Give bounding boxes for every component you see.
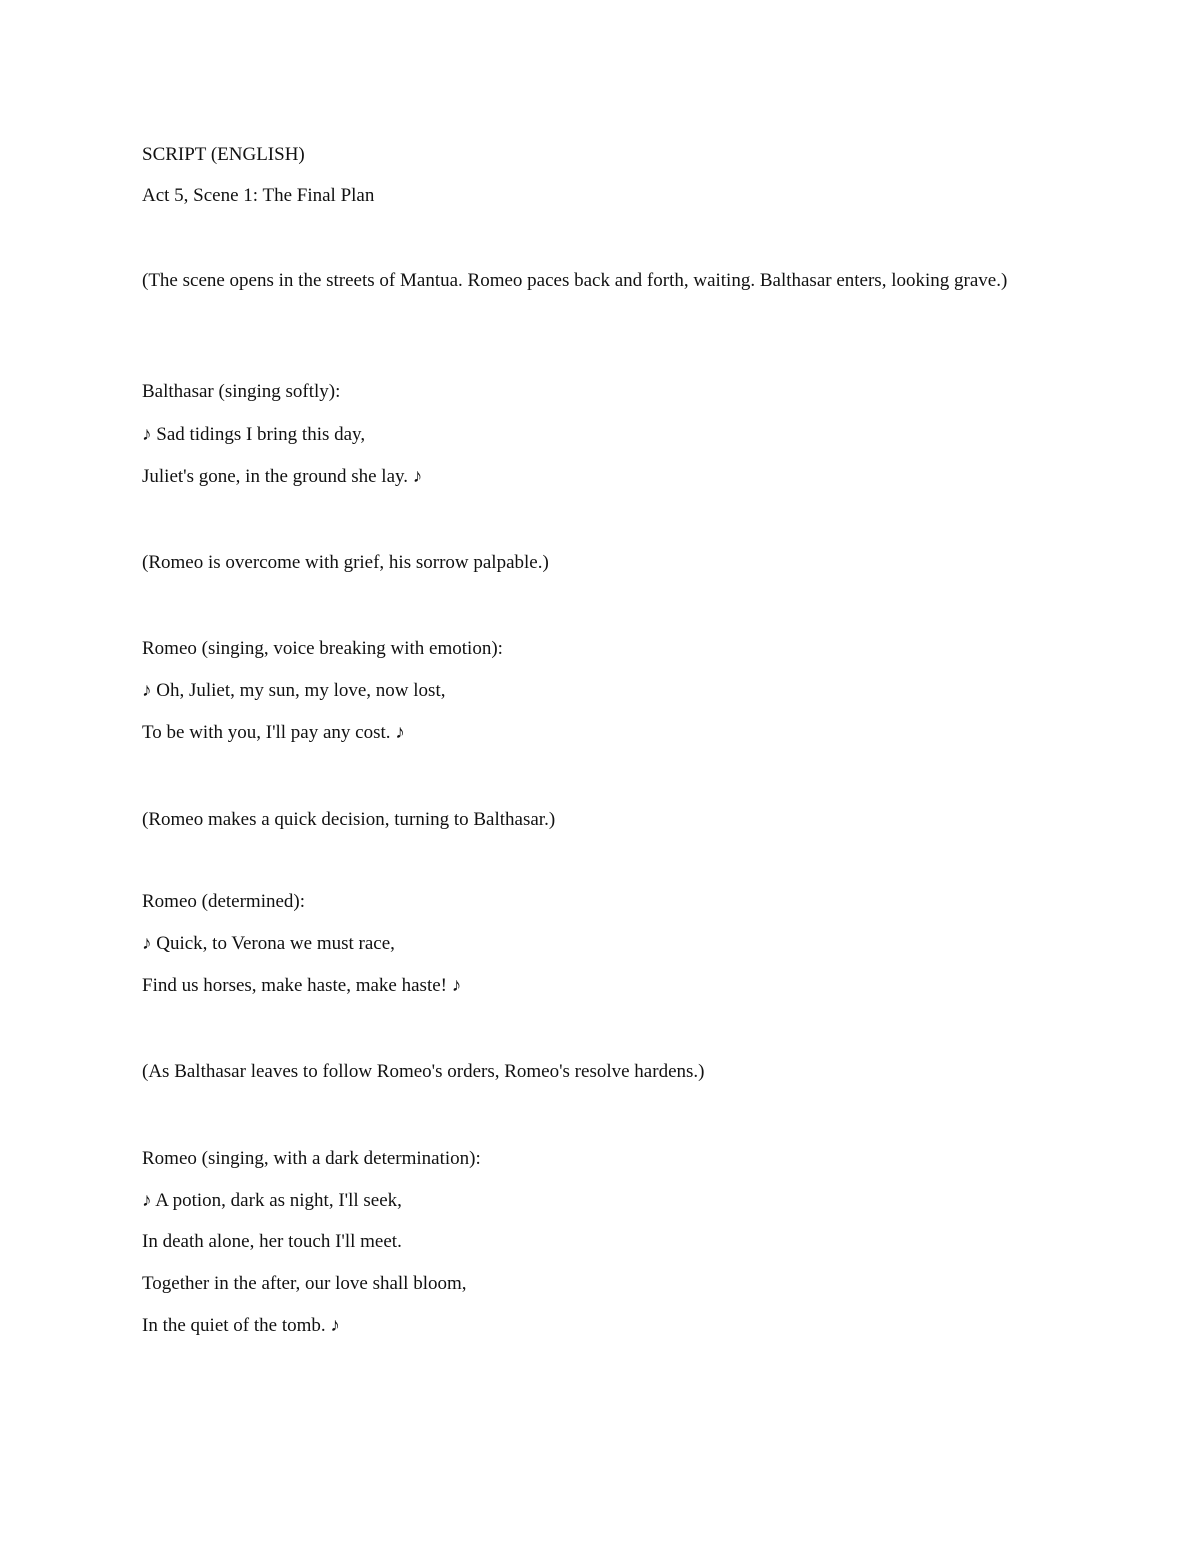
lyric-line: ♪ Quick, to Verona we must race, [142,933,395,954]
lyric-line: ♪ Oh, Juliet, my sun, my love, now lost, [142,680,446,701]
lyric-line: ♪ Sad tidings I bring this day, [142,424,366,445]
stage-direction: (The scene opens in the streets of Mantua. Romeo paces back and forth, waiting. Balthasar enters, looking grave.) [142,270,1008,291]
stage-direction: (Romeo makes a quick decision, turning to Balthasar.) [142,809,556,830]
lyric-line: In the quiet of the tomb. ♪ [142,1315,340,1336]
speaker-line: Balthasar (singing softly): [142,381,341,402]
lyric-line: Find us horses, make haste, make haste! ♪ [142,975,462,996]
lyric-line: In death alone, her touch I'll meet. [142,1231,402,1252]
lyric-line: To be with you, I'll pay any cost. ♪ [142,722,405,743]
scene-title: Act 5, Scene 1: The Final Plan [142,185,375,206]
stage-direction: (Romeo is overcome with grief, his sorrow palpable.) [142,552,549,573]
lyric-line: ♪ A potion, dark as night, I'll seek, [142,1190,402,1211]
lyric-line: Together in the after, our love shall bloom, [142,1273,467,1294]
stage-direction: (As Balthasar leaves to follow Romeo's orders, Romeo's resolve hardens.) [142,1061,705,1082]
speaker-line: Romeo (singing, voice breaking with emotion): [142,638,503,659]
script-heading: SCRIPT (ENGLISH) [142,144,305,165]
lyric-line: Juliet's gone, in the ground she lay. ♪ [142,466,423,487]
speaker-line: Romeo (singing, with a dark determination): [142,1148,481,1169]
speaker-line: Romeo (determined): [142,891,306,912]
